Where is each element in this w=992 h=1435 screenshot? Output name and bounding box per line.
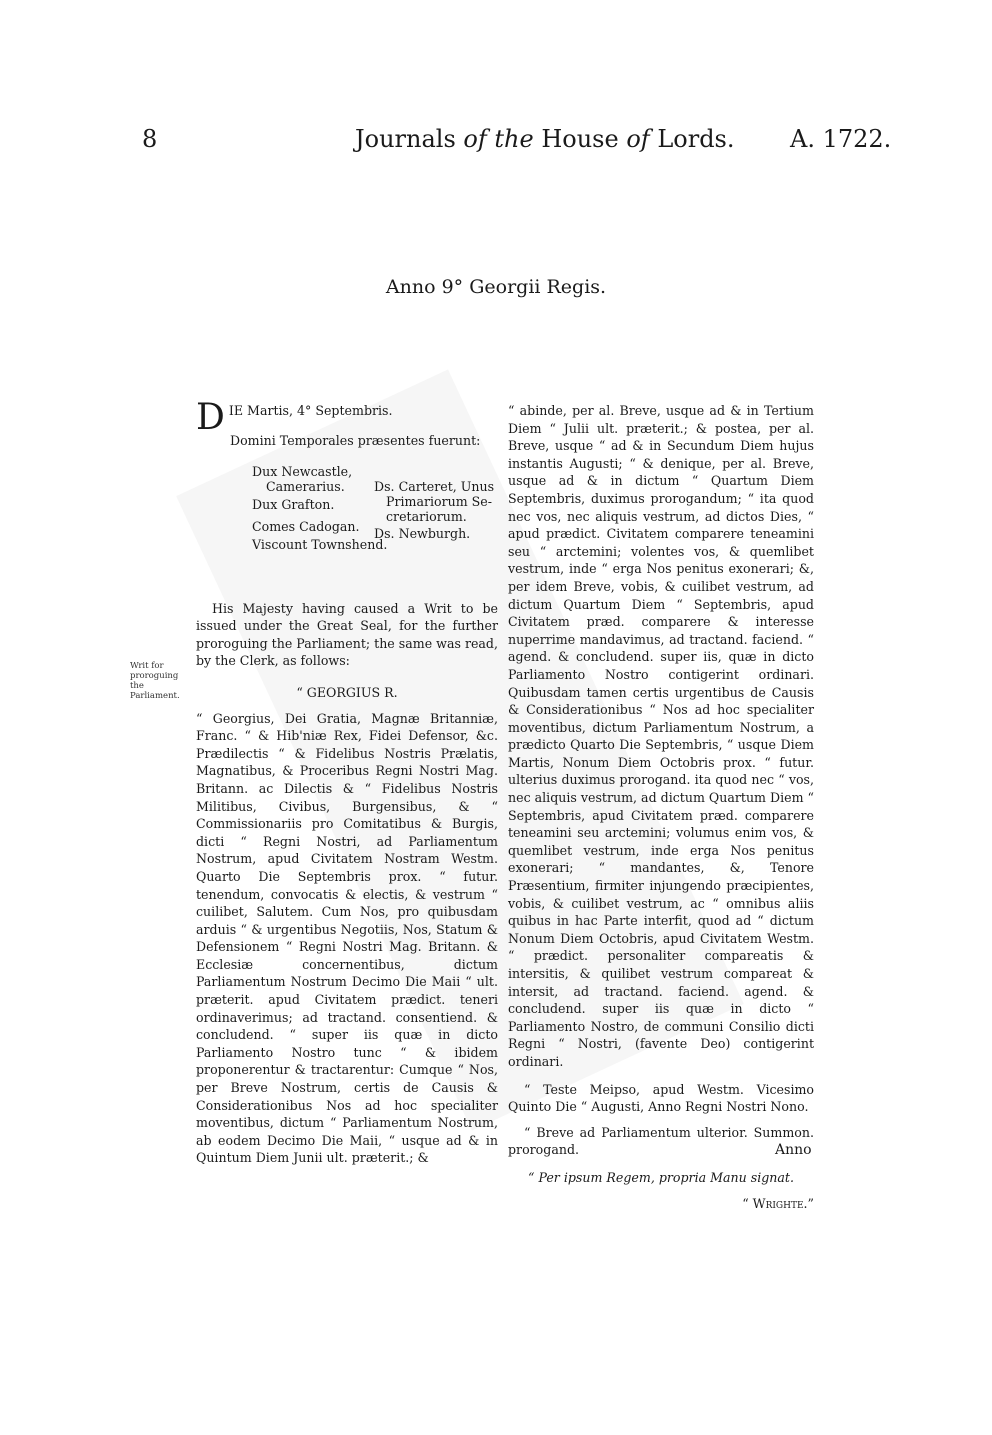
lord-entry: cretariorum.: [386, 508, 467, 524]
lord-entry: Viscount Townshend.: [252, 536, 388, 552]
left-column: [196, 397, 498, 1167]
section-title: Anno 9° Georgii Regis.: [385, 276, 607, 298]
lord-entry: Ds. Carteret, Unus: [374, 478, 495, 494]
intro-paragraph: His Majesty having caused a Writ to be issued under the Great Seal, for the further proroguing the Parliament; the same was read, by the Clerk, as follows:: [196, 600, 498, 669]
signature: “ Wrighte.”: [742, 1195, 814, 1211]
teste-line: “ Teste Meipso, apud Westm. Vicesimo Quinto Die “ Augusti, Anno Regni Nostri Nono.: [508, 1081, 814, 1115]
lord-entry: Primariorum Se-: [386, 493, 493, 509]
page-number: 8: [142, 125, 158, 153]
lord-entry: Camerarius.: [266, 478, 345, 494]
lords-list: [196, 464, 498, 560]
drop-cap: D: [196, 397, 225, 438]
running-title: Journals of the House of Lords.: [355, 125, 735, 153]
right-column: [508, 402, 814, 1212]
date-line: D IE Martis, 4° Septembris.: [196, 397, 393, 438]
lord-entry: Dux Grafton.: [252, 496, 335, 512]
lord-entry: Comes Cadogan.: [252, 518, 360, 534]
writ-body-left: “ Georgius, Dei Gratia, Magnæ Britanniæ, Franc. “ & Hib'niæ Rex, Fidei Defensor, &c. Prædilectis “ & Fidelibus Nostris Prælatis, Magnatibus, & Proceribus Regni Nostri Mag. Britann. ac Dilectis & “ Fidelibus Nostris Militibus, Civibus, Burgensibus, & “ Commissionariis pro Comitatibus & Burgis, dicti “ Regni Nostri, ad Parliamentum Nostrum, apud Civitatem Nostram Westm. Quarto Die Septembris prox. “ futur. tenendum, convocatis & electis, & vestrum “ cuilibet, Salutem. Cum Nos, pro quibusdam arduis “ & urgentibus Negotiis, Nos, Statum & Defensionem “ Regni Nostri Mag. Britann. & Ecclesiæ concernentibus, dictum Parliamentum Nostrum Decimo Die Maii “ ult. præterit. apud Civitatem prædict. teneri ordinaverimus; ad tractand. consentiend. & concludend. “ super iis quæ in dicto Parliamento Nostro tunc “ & ibidem proponerentur & tractarentur: Cumque “ Nos, per Breve Nostrum, certis de Causis & Considerationibus Nos ad hoc specialiter moventibus, dictum “ Parliamentum Nostrum, ab eodem Decimo Die Maii, “ usque ad & in Quintum Diem Junii ult. præterit.; &: [196, 710, 498, 1166]
breve-line: “ Breve ad Parliamentum ulterior. Summon. prorogand.: [508, 1124, 814, 1158]
margin-note: Writ for proroguing the Parliament.: [130, 661, 180, 701]
lord-entry: Ds. Newburgh.: [374, 525, 471, 541]
catchword: Anno: [775, 1142, 812, 1158]
lord-entry: Dux Newcastle,: [252, 463, 353, 479]
lords-heading: Domini Temporales præsentes fuerunt:: [230, 433, 481, 448]
writ-body-right: “ abinde, per al. Breve, usque ad & in Tertium Diem “ Julii ult. præterit.; & postea, per al. Breve, usque “ ad & in Secundum Diem hujus instantis Augusti; “ & denique, per al. Breve, usque ad & in dictum “ Quartum Diem Septembris, duximus prorogandum; “ ita quod nec vos, nec aliquis vestrum, ad dictos Dies, “ apud prædict. Civitatem comparere teneamini seu “ arctemini; volentes vos, & quemlibet vestrum, inde “ erga Nos penitus exonerari; &, per idem Breve, vobis, & cuilibet vestrum, ad dictum Quartum Diem “ Septembris, apud Civitatem præd. comparere & interesse nuperrime mandavimus, ad tractand. faciend. “ agend. & concludend. super iis, quæ in dicto Parliamento Nostro contigerint ordinari. Quibusdam tamen certis urgentibus de Causis & Considerationibus “ Nos ad hoc specialiter moventibus, dictum Parliamentum Nostrum, a prædicto Quarto Die Septembris, “ usque Diem Martis, Nonum Diem Octobris prox. “ futur. ulterius duximus prorogand. ita quod nec “ vos, nec aliquis vestrum, ad dictum Quartum Diem “ Septembris, apud Civitatem præd. comparere teneamini seu arctemini; volumus enim vos, & quemlibet vestrum, inde erga Nos penitus exonerari; “ mandantes, &, Tenore Præsentium, firmiter injungendo præcipientes, vobis, & cuilibet vestrum, ac “ omnibus aliis quibus in hac Parte interfit, quod ad “ dictum Nonum Diem Octobris, apud Civitatem Westm. “ prædict. personaliter compareatis & intersitis, & quilibet vestrum compareat & intersit, ad tractand. faciend. agend. & concludend. super iis quæ in dicto “ Parliamento Nostro, de communi Consilio dicti Regni “ Nostri, (favente Deo) contigerint ordinari.: [508, 403, 814, 1069]
running-year: A. 1722.: [790, 125, 892, 153]
per-ipsum-line: “ Per ipsum Regem, propria Manu signat.: [528, 1169, 794, 1185]
writ-heading: “ GEORGIUS R.: [296, 684, 398, 700]
